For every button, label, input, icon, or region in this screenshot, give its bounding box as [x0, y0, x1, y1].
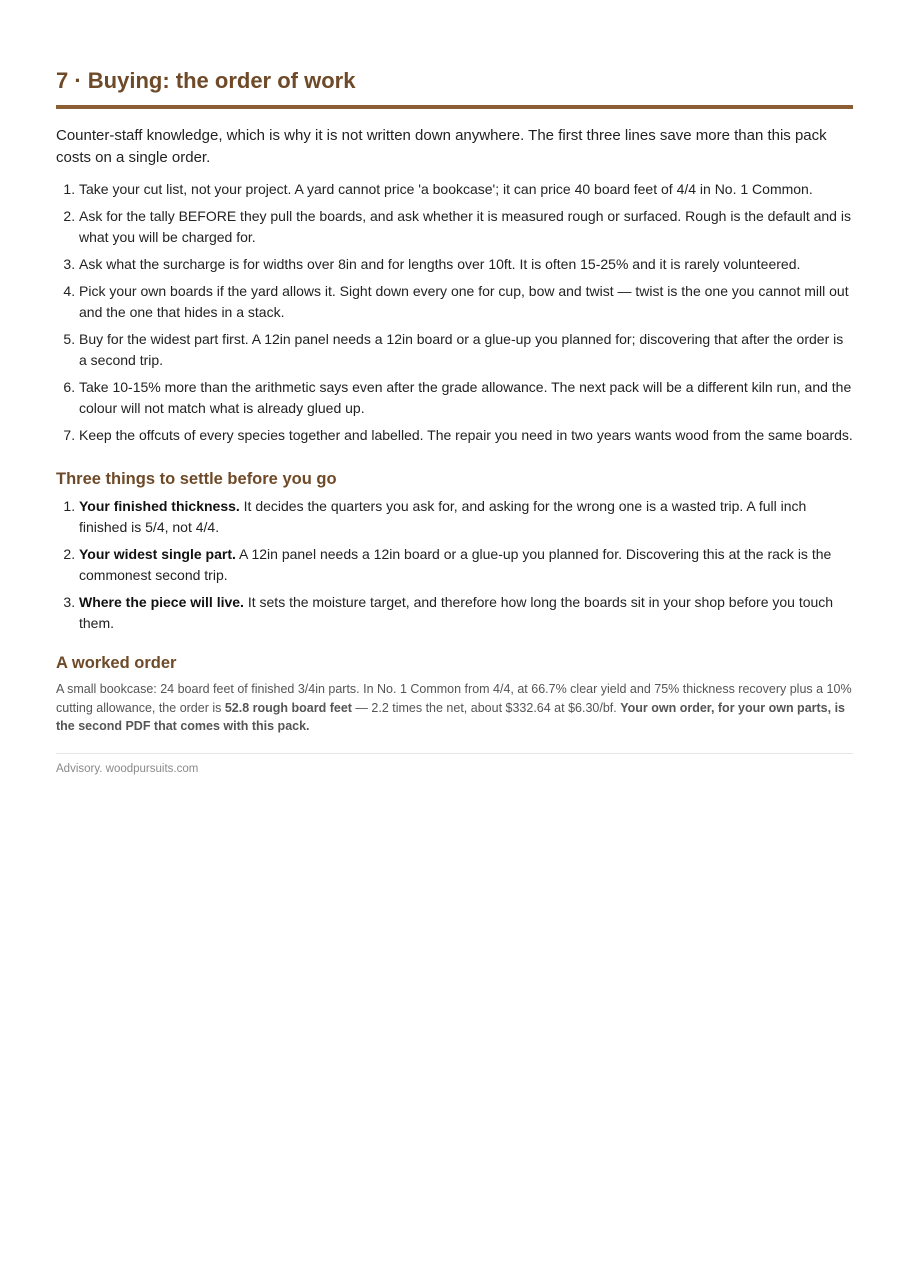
- list-item: [79, 496, 853, 538]
- list-item: [79, 592, 853, 634]
- item-text: It decides the quarters you ask for, and asking for the wrong one is a wasted trip. A full inch finished is 5/4, not 4/4.: [79, 498, 807, 535]
- worked-text-before: A small bookcase: 24 board feet of finished 3/4in parts. In No. 1 Common from 4/4, at 66.7% clear yield and 75% thickness recovery plus a 10% cutting allowance, the order is: [56, 682, 852, 715]
- worked-closing: Your own order, for your own parts, is the second PDF that comes with this pack.: [56, 700, 845, 733]
- item-text: A 12in panel needs a 12in board or a glue-up you planned for. Discovering this at the rack is the commonest second trip.: [79, 546, 832, 583]
- list-item: 2. Ask for the tally BEFORE they pull the boards, and ask whether it is measured rough or surfaced. Rough is the default and is what you will be charged for.: [79, 206, 853, 248]
- list-item: 1. Take your cut list, not your project. A yard cannot price 'a bookcase'; it can price 40 board feet of 4/4 in No. 1 Common.: [79, 179, 853, 200]
- worked-order-paragraph: [56, 680, 853, 736]
- item-lead: Your widest single part.: [79, 546, 236, 562]
- item-text: It sets the moisture target, and therefore how long the boards sit in your shop before you touch them.: [79, 594, 834, 631]
- section-heading-worked-order: A worked order: [56, 654, 177, 672]
- footer-divider: [56, 753, 853, 754]
- intro-paragraph: Counter-staff knowledge, which is why it is not written down anywhere. The first three lines save more than this pack costs on a single order.: [56, 127, 827, 166]
- list-item: 7. Keep the offcuts of every species together and labelled. The repair you need in two years wants wood from the same boards.: [79, 425, 853, 446]
- page-title: 7 · Buying: the order of work: [56, 66, 853, 109]
- worked-text-middle: — 2.2 times the net, about $332.64 at $6.30/bf.: [351, 700, 621, 715]
- list-item: 4. Pick your own boards if the yard allows it. Sight down every one for cup, bow and twist — twist is the one you cannot mill out and the one that hides in a stack.: [79, 281, 853, 323]
- steps-list: [56, 179, 853, 446]
- item-lead: Your finished thickness.: [79, 498, 240, 514]
- section-heading-settle: Three things to settle before you go: [56, 470, 337, 488]
- settle-list: [56, 496, 853, 634]
- item-lead: Where the piece will live.: [79, 594, 244, 610]
- list-item: 3. Ask what the surcharge is for widths over 8in and for lengths over 10ft. It is often 15-25% and it is rarely volunteered.: [79, 254, 853, 275]
- list-item: [79, 544, 853, 586]
- footer-text: Advisory. woodpursuits.com: [56, 762, 199, 775]
- list-item: 5. Buy for the widest part first. A 12in panel needs a 12in board or a glue-up you planned for; discovering that after the order is a second trip.: [79, 329, 853, 371]
- worked-highlight: 52.8 rough board feet: [224, 700, 352, 715]
- list-item: 6. Take 10-15% more than the arithmetic says even after the grade allowance. The next pack will be a different kiln run, and the colour will not match what is already glued up.: [79, 377, 853, 419]
